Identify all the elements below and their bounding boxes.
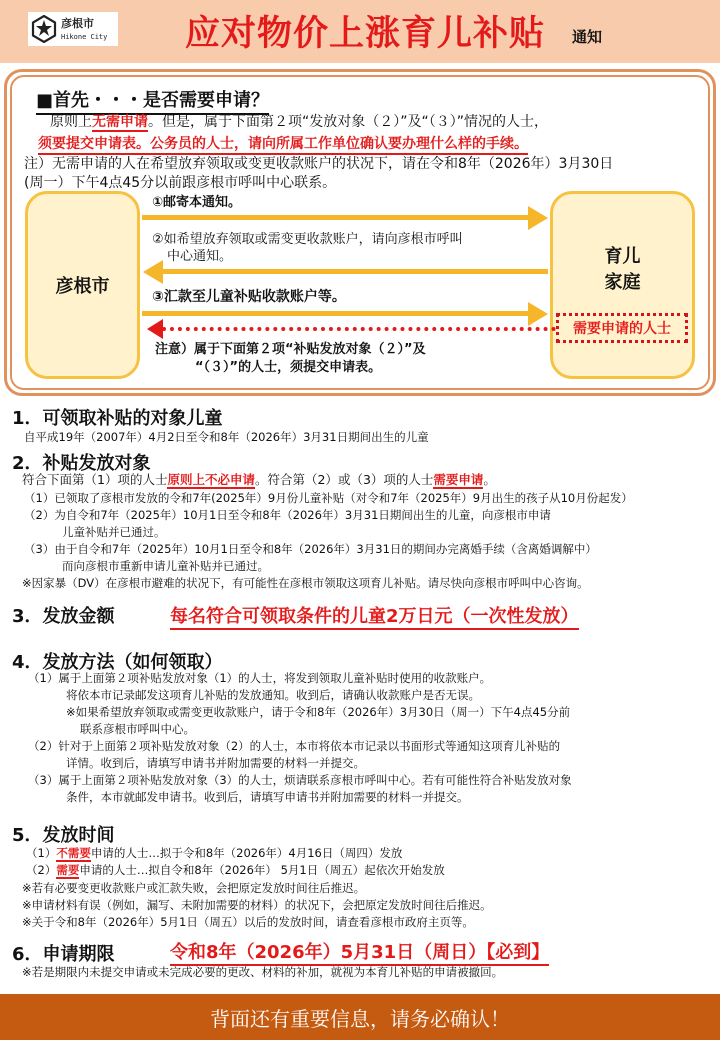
- node-child-rearing-household: [550, 191, 695, 379]
- section-1-heading: 1．可领取补贴的对象儿童: [12, 408, 223, 429]
- section-2-intro: [22, 472, 496, 488]
- section-5-item-1: [26, 845, 402, 861]
- section-5-item-text: 申请的人士…拟于令和8年（2026年）4月16日（周四）发放: [90, 846, 403, 860]
- intro-note-line-2: (周一）下午4点45分以前跟彦根市呼叫中心联系。: [24, 175, 337, 191]
- section-5-item-number: （1）: [26, 846, 57, 860]
- node-hikone-city: [25, 191, 140, 379]
- section-4-item-3-line-2: 条件，本市就邮发申请书。收到后，请填写申请书并附加需要的材料一并提交。: [66, 790, 469, 804]
- section-4-item-2-line-1: （2）针对于上面第２项补贴发放对象（2）的人士，本市将依本市记录以书面形式等通知这项育儿补贴的: [28, 739, 561, 753]
- intro-text: 原则上: [50, 114, 92, 130]
- arrow-right-icon: [528, 302, 548, 326]
- caution-line-1: 注意）属于下面第２项“补贴发放对象（２）”及: [155, 342, 426, 357]
- intro-heading: ■首先・・・是否需要申请？: [36, 86, 269, 115]
- arrow-1-line: [142, 215, 530, 220]
- not-needed-highlight: 不需要: [56, 846, 91, 860]
- section-2-item-1: （1）已领取了彦根市发放的令和7年(2025年）9月份儿童补贴（对令和7年（2025年）9月出生的孩子从10月份起发）: [24, 491, 633, 505]
- section-2-intro-text: 符合下面第（1）项的人士: [22, 472, 168, 487]
- arrow-right-icon: [528, 206, 548, 230]
- section-2-dv-note: ※因家暴（DV）在彦根市避难的状况下，有可能性在彦根市领取这项育儿补贴。请尽快向彦根市呼叫中心咨询。: [22, 576, 589, 590]
- footer-text: 背面还有重要信息，请务必确认！: [210, 1006, 510, 1031]
- payment-amount-highlight: 每名符合可领取条件的儿童2万日元（一次性发放）: [170, 602, 579, 630]
- section-4-item-1-line-2: 将依本市记录邮发这项育儿补贴的发放通知。收到后，请确认收款账户是否无误。: [66, 688, 480, 702]
- red-arrow-left-icon: [147, 319, 163, 339]
- page-title: 应对物价上涨育儿补贴: [185, 14, 546, 54]
- section-2-item-2-line-2: 儿童补贴并已通过。: [62, 525, 166, 539]
- section-6-heading: 6．申请期限: [12, 944, 115, 965]
- step-2-label-line-1: ②如希望放弃领取或需变更收款账户，请向彦根市呼叫: [152, 232, 463, 247]
- section-2-item-3-line-2: 而向彦根市重新申请儿童补贴并已通过。: [62, 559, 269, 573]
- caution-line-2: “（３）”的人士，须提交申请表。: [195, 360, 382, 375]
- section-6-note: ※若是期限内未提交申请或未完成必要的更改、材料的补加，就视为本育儿补贴的申请被撤回。: [22, 965, 504, 979]
- section-4-item-1-line-3: ※如果希望放弃领取或需变更收款账户，请于令和8年（2026年）3月30日（周一）下午4点45分前: [66, 705, 571, 719]
- no-application-needed-highlight: 无需申请: [92, 114, 148, 130]
- page-title-suffix: 通知: [572, 28, 603, 46]
- no-application-highlight: 原则上不必申请: [167, 472, 255, 487]
- section-5-item-text: 申请的人士…拟自令和8年（2026年） 5月1日（周五）起依次开始发放: [79, 863, 445, 877]
- application-needed-highlight: 需要申请: [433, 472, 484, 487]
- section-2-intro-text: 。符合第（2）或（3）项的人士: [254, 472, 434, 487]
- need-application-box: 需要申请的人士: [556, 313, 688, 343]
- needed-highlight: 需要: [56, 863, 80, 877]
- section-2-heading: 2．补贴发放对象: [12, 453, 151, 474]
- intro-note-line-1: 注）无需申请的人在希望放弃领取或变更收款账户的状况下，请在令和8年（2026年）3月30日: [24, 156, 614, 172]
- intro-line-1: [50, 111, 548, 131]
- section-5-note-1: ※若有必要变更收款账户或汇款失败，会把原定发放时间往后推迟。: [22, 881, 366, 895]
- logo-city-name-en: Hikone City: [61, 32, 108, 41]
- section-5-item-2: [26, 862, 445, 878]
- section-5-item-number: （2）: [26, 863, 57, 877]
- application-dotted-arrow-line: [162, 327, 556, 331]
- arrow-left-icon: [143, 260, 163, 284]
- step-2-label-line-2: 中心通知。: [167, 249, 233, 264]
- section-1-text: 自平成19年（2007年）4月2日至令和8年（2026年）3月31日期间出生的儿童: [24, 430, 429, 444]
- section-3-heading: 3．发放金额: [12, 606, 115, 627]
- node-family-label-2: 家庭: [604, 272, 641, 293]
- section-4-item-2-line-2: 详情。收到后，请填写申请书并附加需要的材料一并提交。: [66, 756, 365, 770]
- section-2-intro-text: 。: [483, 472, 496, 487]
- logo-city-name-jp: 彦根市: [61, 16, 94, 30]
- intro-line-2-warning: 须要提交申请表。公务员的人士，请向所属工作单位确认要办理什么样的手续。: [38, 133, 528, 155]
- step-3-label: ③汇款至儿童补贴收款账户等。: [152, 289, 346, 305]
- section-4-item-3-line-1: （3）属于上面第２项补贴发放对象（3）的人士，烦请联系彦根市呼叫中心。若有可能性符合补贴发放对象: [28, 773, 572, 787]
- section-4-heading: 4．发放方法（如何领取）: [12, 652, 223, 673]
- section-2-item-3-line-1: （3）由于自令和7年（2025年）10月1日至令和8年（2026年）3月31日的期间办完离婚手续（含离婚调解中）: [24, 542, 597, 556]
- section-5-note-3: ※关于令和8年（2026年）5月1日（周五）以后的发放时间，请查看彦根市政府主页等。: [22, 915, 474, 929]
- footer-banner: [0, 994, 720, 1040]
- node-city-label: 彦根市: [55, 276, 110, 297]
- step-1-label: ①邮寄本通知。: [152, 195, 242, 210]
- section-5-heading: 5．发放时间: [12, 825, 115, 846]
- intro-text: 。但是，属于下面第２项“发放对象（２）”及“（３）”情况的人士，: [148, 114, 549, 130]
- arrow-3-line: [142, 311, 530, 316]
- hikone-emblem-icon: [31, 15, 57, 43]
- section-5-note-2: ※申请材料有误（例如，漏写、未附加需要的材料）的状况下，会把原定发放时间往后推迟。: [22, 898, 492, 912]
- section-4-item-1-line-1: （1）属于上面第２项补贴发放对象（1）的人士，将发到领取儿童补贴时使用的收款账户。: [28, 671, 492, 685]
- node-family-label-1: 育儿: [604, 245, 641, 267]
- deadline-highlight: 令和8年（2026年）5月31日（周日）【必到】: [170, 938, 549, 966]
- header-banner: [0, 0, 720, 63]
- section-4-item-1-line-4: 联系彦根市呼叫中心。: [80, 722, 195, 736]
- section-2-item-2-line-1: （2）为自令和7年（2025年）10月1日至令和8年（2026年）3月31日期间出生的儿童，向彦根市申请: [24, 508, 551, 522]
- arrow-2-line: [162, 269, 548, 274]
- city-logo: [28, 12, 118, 46]
